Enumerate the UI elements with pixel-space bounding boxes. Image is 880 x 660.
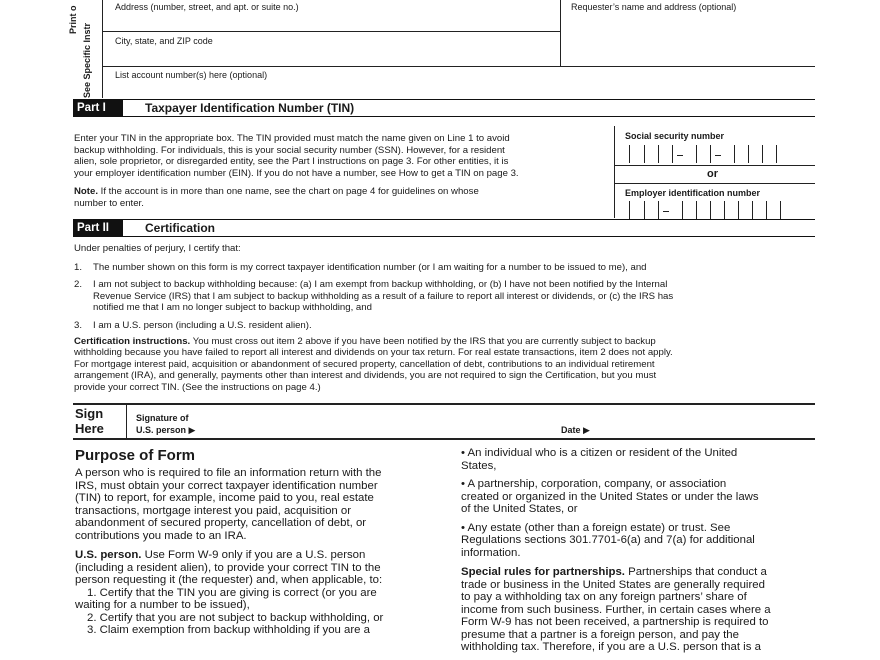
ein-input[interactable] <box>629 201 790 219</box>
cert-intro: Under penalties of perjury, I certify that: <box>74 243 241 254</box>
or-label: or <box>707 168 718 180</box>
special-rules-line-4: income from such business. Further, in certain cases where a <box>461 603 771 616</box>
city-field-label[interactable]: City, state, and ZIP code <box>115 36 213 46</box>
purpose-line-3: (TIN) to report, for example, income paid to you, real estate <box>75 492 374 504</box>
side-label-see: See Specific Instr <box>82 22 92 98</box>
note-line <box>74 186 614 198</box>
sign-label: Sign <box>75 406 104 421</box>
ssn-label: Social security number <box>625 131 725 141</box>
us-person-line-3: person requesting it (the requester) and, when applicable, to: <box>75 574 383 586</box>
list-item-3: 3. Claim exemption from backup withholding if you are a <box>87 624 371 636</box>
part1-label: Part I <box>73 100 123 116</box>
account-field-label[interactable]: List account number(s) here (optional) <box>115 70 268 80</box>
cert-instructions-text-1: You must cross out item 2 above if you have been notified by the IRS that you are currently subject to backup <box>190 335 656 347</box>
list-item-1-line-1: 1. Certify that the TIN you are giving is correct (or you are <box>87 586 377 599</box>
list-item-1-line-2: waiting for a number to be issued), <box>75 599 250 611</box>
ssn-input[interactable] <box>629 145 785 163</box>
requester-divider <box>560 0 561 66</box>
here-label: Here <box>75 421 104 436</box>
tin-box-divider <box>614 126 615 218</box>
purpose-line-6: contributions you made to an IRA. <box>75 529 247 542</box>
note-label: Note. <box>74 186 98 198</box>
special-rules-line-3: to pay a withholding tax on any foreign partners’ share of <box>461 591 747 603</box>
row-line-2 <box>102 66 815 67</box>
left-margin <box>60 0 90 100</box>
bullet-2-line-3: of the United States, or <box>461 503 578 515</box>
bullet-3-line-2: Regulations sections 301.7701-6(a) and 7(a) for additional <box>461 534 755 546</box>
bullet-3-line-1: • Any estate (other than a foreign estate) or trust. See <box>461 521 731 534</box>
cert-item-2-line-1: I am not subject to backup withholding because: (a) I am exempt from backup withholding, or (b) I have not been notified by the Internal <box>93 279 668 291</box>
special-rules-line-2: trade or business in the United States are generally required <box>461 578 765 591</box>
special-rules-text-1: Partnerships that conduct a <box>624 566 767 578</box>
signature-field[interactable]: U.S. person ▶ <box>136 425 196 435</box>
cert-item-3 <box>74 320 814 332</box>
cert-item-1-text: The number shown on this form is my correct taxpayer identification number (or I am waiting for a number to be issued to me), and <box>93 261 647 273</box>
bullet-2-line-2: created or organized in the United States or under the laws <box>461 490 759 503</box>
left-border <box>102 0 103 98</box>
us-person-text-1: Use Form W-9 only if you are a U.S. person <box>141 549 366 561</box>
part1-title: Taxpayer Identification Number (TIN) <box>145 101 355 115</box>
part2-title: Certification <box>145 221 216 235</box>
sign-top-line <box>73 403 815 405</box>
cert-item-2-line-3: notified me that I am no longer subject to backup withholding, and <box>93 302 372 314</box>
cert-instructions-line-1 <box>74 336 814 348</box>
cert-instructions-line-3: For mortgage interest paid, acquisition or abandonment of secured property, cancellation of debt, contributions to an individual retirement <box>74 358 655 370</box>
sign-bottom-line <box>73 438 815 440</box>
special-rules-line-5: Form W-9 has not been received, a partnership is required to <box>461 616 769 628</box>
ein-top-line <box>614 183 815 184</box>
special-rules-label: Special rules for partnerships. <box>461 566 625 578</box>
cert-item-1-num: 1. <box>74 261 83 273</box>
purpose-paragraph <box>75 467 440 637</box>
bullet-1-line-1: • An individual who is a citizen or resident of the United <box>461 447 738 459</box>
address-field-label[interactable]: Address (number, street, and apt. or suite no.) <box>115 2 299 12</box>
tin-instruction-line-1: Enter your TIN in the appropriate box. The TIN provided must match the name given on Line 1 to avoid <box>74 133 510 144</box>
special-rules-line-1 <box>461 566 816 579</box>
us-person-line-2: (including a resident alien), to provide your correct TIN to the <box>75 561 381 574</box>
bullet-3-line-3: information. <box>461 546 521 559</box>
ein-label: Employer identification number <box>625 188 761 198</box>
part1-instructions <box>74 133 614 210</box>
us-person-line-1 <box>75 549 440 562</box>
cert-item-1 <box>74 262 814 274</box>
part1-bar <box>73 99 815 117</box>
tin-instruction-line-3: alien, sole proprietor, or disregarded entity, see the Part I instructions on page 3. For other entities, it is <box>74 156 509 168</box>
purpose-column <box>75 447 440 637</box>
right-column <box>461 447 816 654</box>
list-item-2: 2. Certify that you are not subject to backup withholding, or <box>87 611 384 624</box>
purpose-line-2: IRS, must obtain your correct taxpayer identification number <box>75 479 378 492</box>
date-field[interactable]: Date ▶ <box>561 425 590 435</box>
cert-instructions-line-4: arrangement (IRA), and generally, payments other than interest and dividends, you are not required to sign the Certification, but you must <box>74 370 657 382</box>
ssn-bottom-line <box>614 165 815 166</box>
cert-item-2-line-2: Revenue Service (IRS) that I am subject to backup withholding as a result of a failure to report all interest or dividends, or (c) the IRS has <box>93 290 674 302</box>
purpose-line-4: transactions, mortgage interest you paid, acquisition or <box>75 504 352 517</box>
cert-item-2 <box>74 279 814 314</box>
special-rules-line-6: presume that a partner is a foreign person, and pay the <box>461 628 739 641</box>
us-person-label: U.S. person. <box>75 549 142 561</box>
tin-instruction-line-4: your employer identification number (EIN). If you do not have a number, see How to get a TIN on page 3. <box>74 167 519 179</box>
purpose-line-5: abandonment of secured property, cancellation of debt, or <box>75 517 367 529</box>
tin-instruction-line-2: backup withholding. For individuals, this is your social security number (SSN). However, for a resident <box>74 144 505 156</box>
cert-instructions-line-2: withholding because you have failed to report all interest and dividends on your tax return. For real estate transactions, item 2 does not apply. <box>74 347 673 359</box>
cert-item-3-num: 3. <box>74 319 83 331</box>
cert-instructions-label: Certification instructions. <box>74 335 191 347</box>
sign-divider <box>126 404 127 438</box>
note-text: If the account is in more than one name, see the chart on page 4 for guidelines on whose <box>97 186 479 198</box>
bullet-2-line-1: • A partnership, corporation, company, or association <box>461 478 727 490</box>
bullet-1-line-2: States, <box>461 459 497 472</box>
purpose-line-1: A person who is required to file an information return with the <box>75 467 382 479</box>
requester-field-label[interactable]: Requester’s name and address (optional) <box>571 2 737 12</box>
signature-label-1: Signature of <box>136 413 189 423</box>
cert-item-2-num: 2. <box>74 279 83 291</box>
row-line-1 <box>102 31 560 32</box>
part2-label: Part II <box>73 220 123 236</box>
cert-item-3-text: I am a U.S. person (including a U.S. resident alien). <box>93 319 312 331</box>
note-text-2: number to enter. <box>74 197 144 209</box>
special-rules-line-7: withholding tax. Therefore, if you are a U.S. person that is a <box>461 641 761 653</box>
cert-instructions-line-5: provide your correct TIN. (See the instructions on page 4.) <box>74 381 321 393</box>
purpose-heading: Purpose of Form <box>75 447 196 464</box>
side-label-print: Print o <box>68 5 78 34</box>
part2-bar <box>73 219 815 237</box>
part2-content <box>74 243 814 394</box>
